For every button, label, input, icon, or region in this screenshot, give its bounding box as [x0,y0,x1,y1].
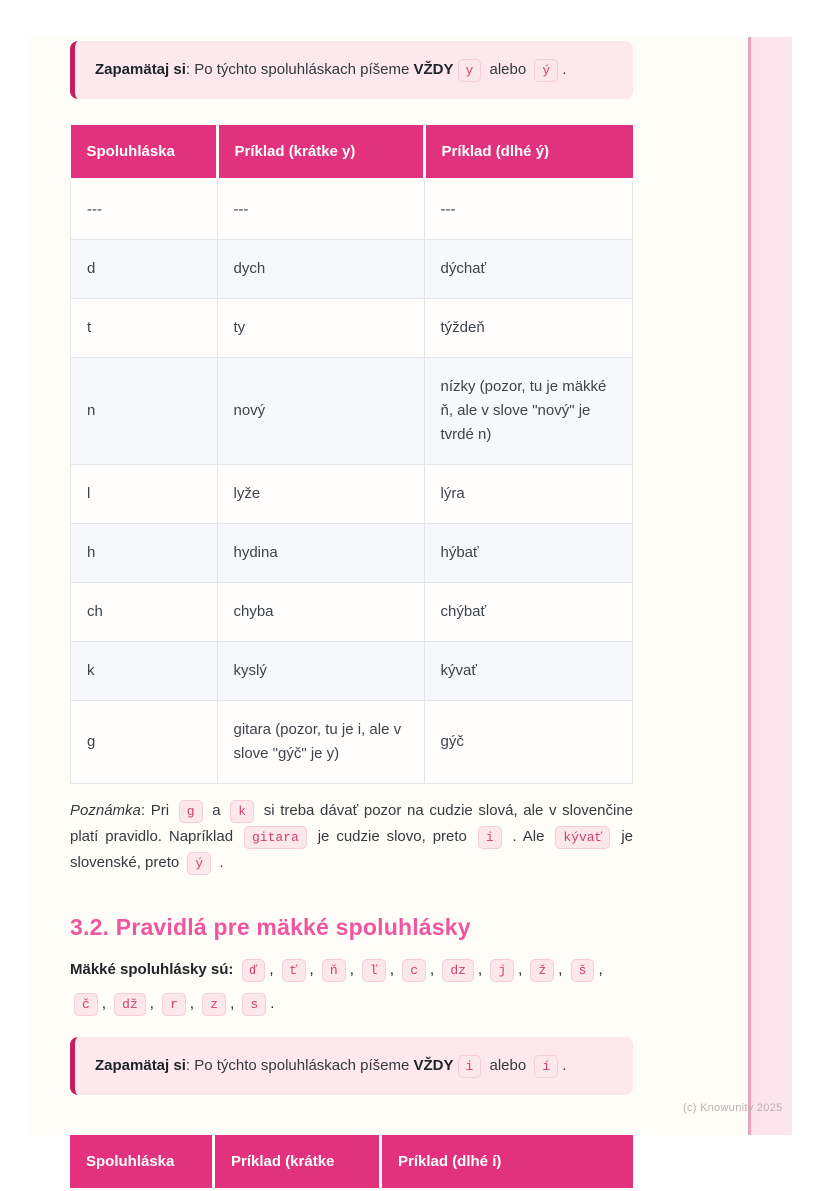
table-cell: --- [217,180,424,240]
table-cell: kývať [424,642,633,701]
table-cell: lyže [217,465,424,524]
note-text: . [215,854,224,871]
table-row [71,465,633,524]
soft-consonant-chip: ľ [362,959,386,982]
table-row [71,180,633,240]
table-header-consonant: Spoluhláska [71,125,218,180]
table-cell: ch [71,583,218,642]
callout-label: Zapamätaj si [95,61,186,78]
table-cell: l [71,465,218,524]
table-header-consonant: Spoluhláska [70,1135,214,1190]
separator: , [230,995,235,1012]
soft-consonant-chip: z [202,993,226,1016]
code-chip-k: k [230,800,254,823]
table-row [71,358,633,465]
soft-consonant-chip: š [571,959,595,982]
table-row [71,240,633,299]
code-chip-y-long: ý [187,852,211,875]
section-heading: 3.2. Pravidlá pre mäkké spoluhlásky [70,914,471,940]
table-row [71,524,633,583]
separator: , [518,961,523,978]
table-cell: dýchať [424,240,633,299]
callout-text: : Po týchto spoluhláskach píšeme [185,61,414,78]
soft-consonant-chip: dž [114,993,146,1016]
soft-line-label: Mäkké spoluhlásky sú: [70,961,234,978]
separator: , [477,961,483,978]
table-header-short-i: Príklad (krátke [214,1135,381,1190]
note-label: Poznámka [70,802,141,819]
table-row [71,642,633,701]
remember-callout-hard [70,41,633,99]
separator: , [558,961,563,978]
code-chip-i: i [478,826,502,849]
separator: , [149,995,154,1012]
code-chip-gitara: gitara [244,826,307,849]
soft-consonant-chip: s [242,993,266,1016]
table-cell: ty [217,299,424,358]
note-text: : Pri [140,802,175,819]
separator: , [189,995,195,1012]
callout-between-text: alebo [485,1057,531,1074]
soft-consonant-chip: dz [442,959,474,982]
table-cell: gitara (pozor, tu je i, ale v slove "gýč" je y) [217,701,424,784]
table-cell: chyba [217,583,424,642]
table-cell: gýč [424,701,633,784]
table-header-short-y: Príklad (krátke y) [217,125,424,180]
table-row [71,701,633,784]
separator: , [430,961,435,978]
soft-consonant-chip: ď [242,959,266,982]
table-cell: n [71,358,218,465]
separator: , [389,961,395,978]
page-content [70,37,633,1191]
code-chip-y: y [458,59,482,82]
table-cell: d [71,240,218,299]
soft-consonant-chip: c [402,959,426,982]
code-chip-kyvat: kývať [555,826,610,849]
callout-period: . [562,1057,567,1074]
table-cell: --- [71,180,218,240]
note-text: je slovenské, preto [70,828,634,871]
note-text: a [206,802,227,819]
table-header-row [71,125,633,180]
document-page [30,37,792,1170]
soft-consonants-table [70,1135,633,1191]
table-header-long-y: Príklad (dlhé ý) [424,125,633,180]
hard-consonants-table [70,125,633,784]
table-cell: nový [217,358,424,465]
separator: , [309,961,314,978]
soft-consonant-chip: č [74,993,98,1016]
table-cell: t [71,299,218,358]
table-header-row [70,1135,633,1190]
soft-consonants-line [70,953,633,1021]
callout-always-word: VŽDY [413,61,454,78]
table-cell: --- [424,180,633,240]
copyright-watermark: (c) Knowunity 2025 [683,1102,783,1114]
table-cell: k [71,642,218,701]
separator: , [269,961,274,978]
callout-label: Zapamätaj si [95,1057,186,1074]
code-chip-g: g [179,800,203,823]
separator: , [598,961,603,978]
separator: . [270,995,275,1012]
note-paragraph [70,798,633,876]
table-row [71,583,633,642]
table-cell: dych [217,240,424,299]
soft-consonant-chip: ž [530,959,554,982]
callout-between-text: alebo [485,61,531,78]
note-text: si treba dávať pozor na cudzie slová, ale v slovenčine platí pravidlo. Napríklad [70,802,634,845]
table-cell: hydina [217,524,424,583]
soft-consonant-chip: j [490,959,514,982]
right-side-band [748,37,792,1135]
soft-consonant-chip: ň [322,959,346,982]
code-chip-i: i [458,1055,482,1078]
table-cell: chýbať [424,583,633,642]
note-text: je cudzie slovo, preto [310,828,474,845]
table-header-long-i: Príklad (dlhé í) [381,1135,634,1190]
table-cell: kyslý [217,642,424,701]
note-text: . Ale [505,828,552,845]
callout-period: . [562,61,567,78]
soft-consonant-chip: ť [282,959,306,982]
table-cell: nízky (pozor, tu je mäkké ň, ale v slove "nový" je tvrdé n) [424,358,633,465]
table-row [71,299,633,358]
table-cell: lýra [424,465,633,524]
code-chip-y-long: ý [534,59,558,82]
soft-consonant-chip: r [162,993,186,1016]
code-chip-i-long: í [534,1055,558,1078]
separator: , [101,995,106,1012]
remember-callout-soft [70,1037,633,1095]
callout-always-word: VŽDY [413,1057,454,1074]
callout-text: : Po týchto spoluhláskach píšeme [185,1057,414,1074]
table-cell: g [71,701,218,784]
separator: , [349,961,354,978]
table-cell: týždeň [424,299,633,358]
table-cell: hýbať [424,524,633,583]
table-cell: h [71,524,218,583]
